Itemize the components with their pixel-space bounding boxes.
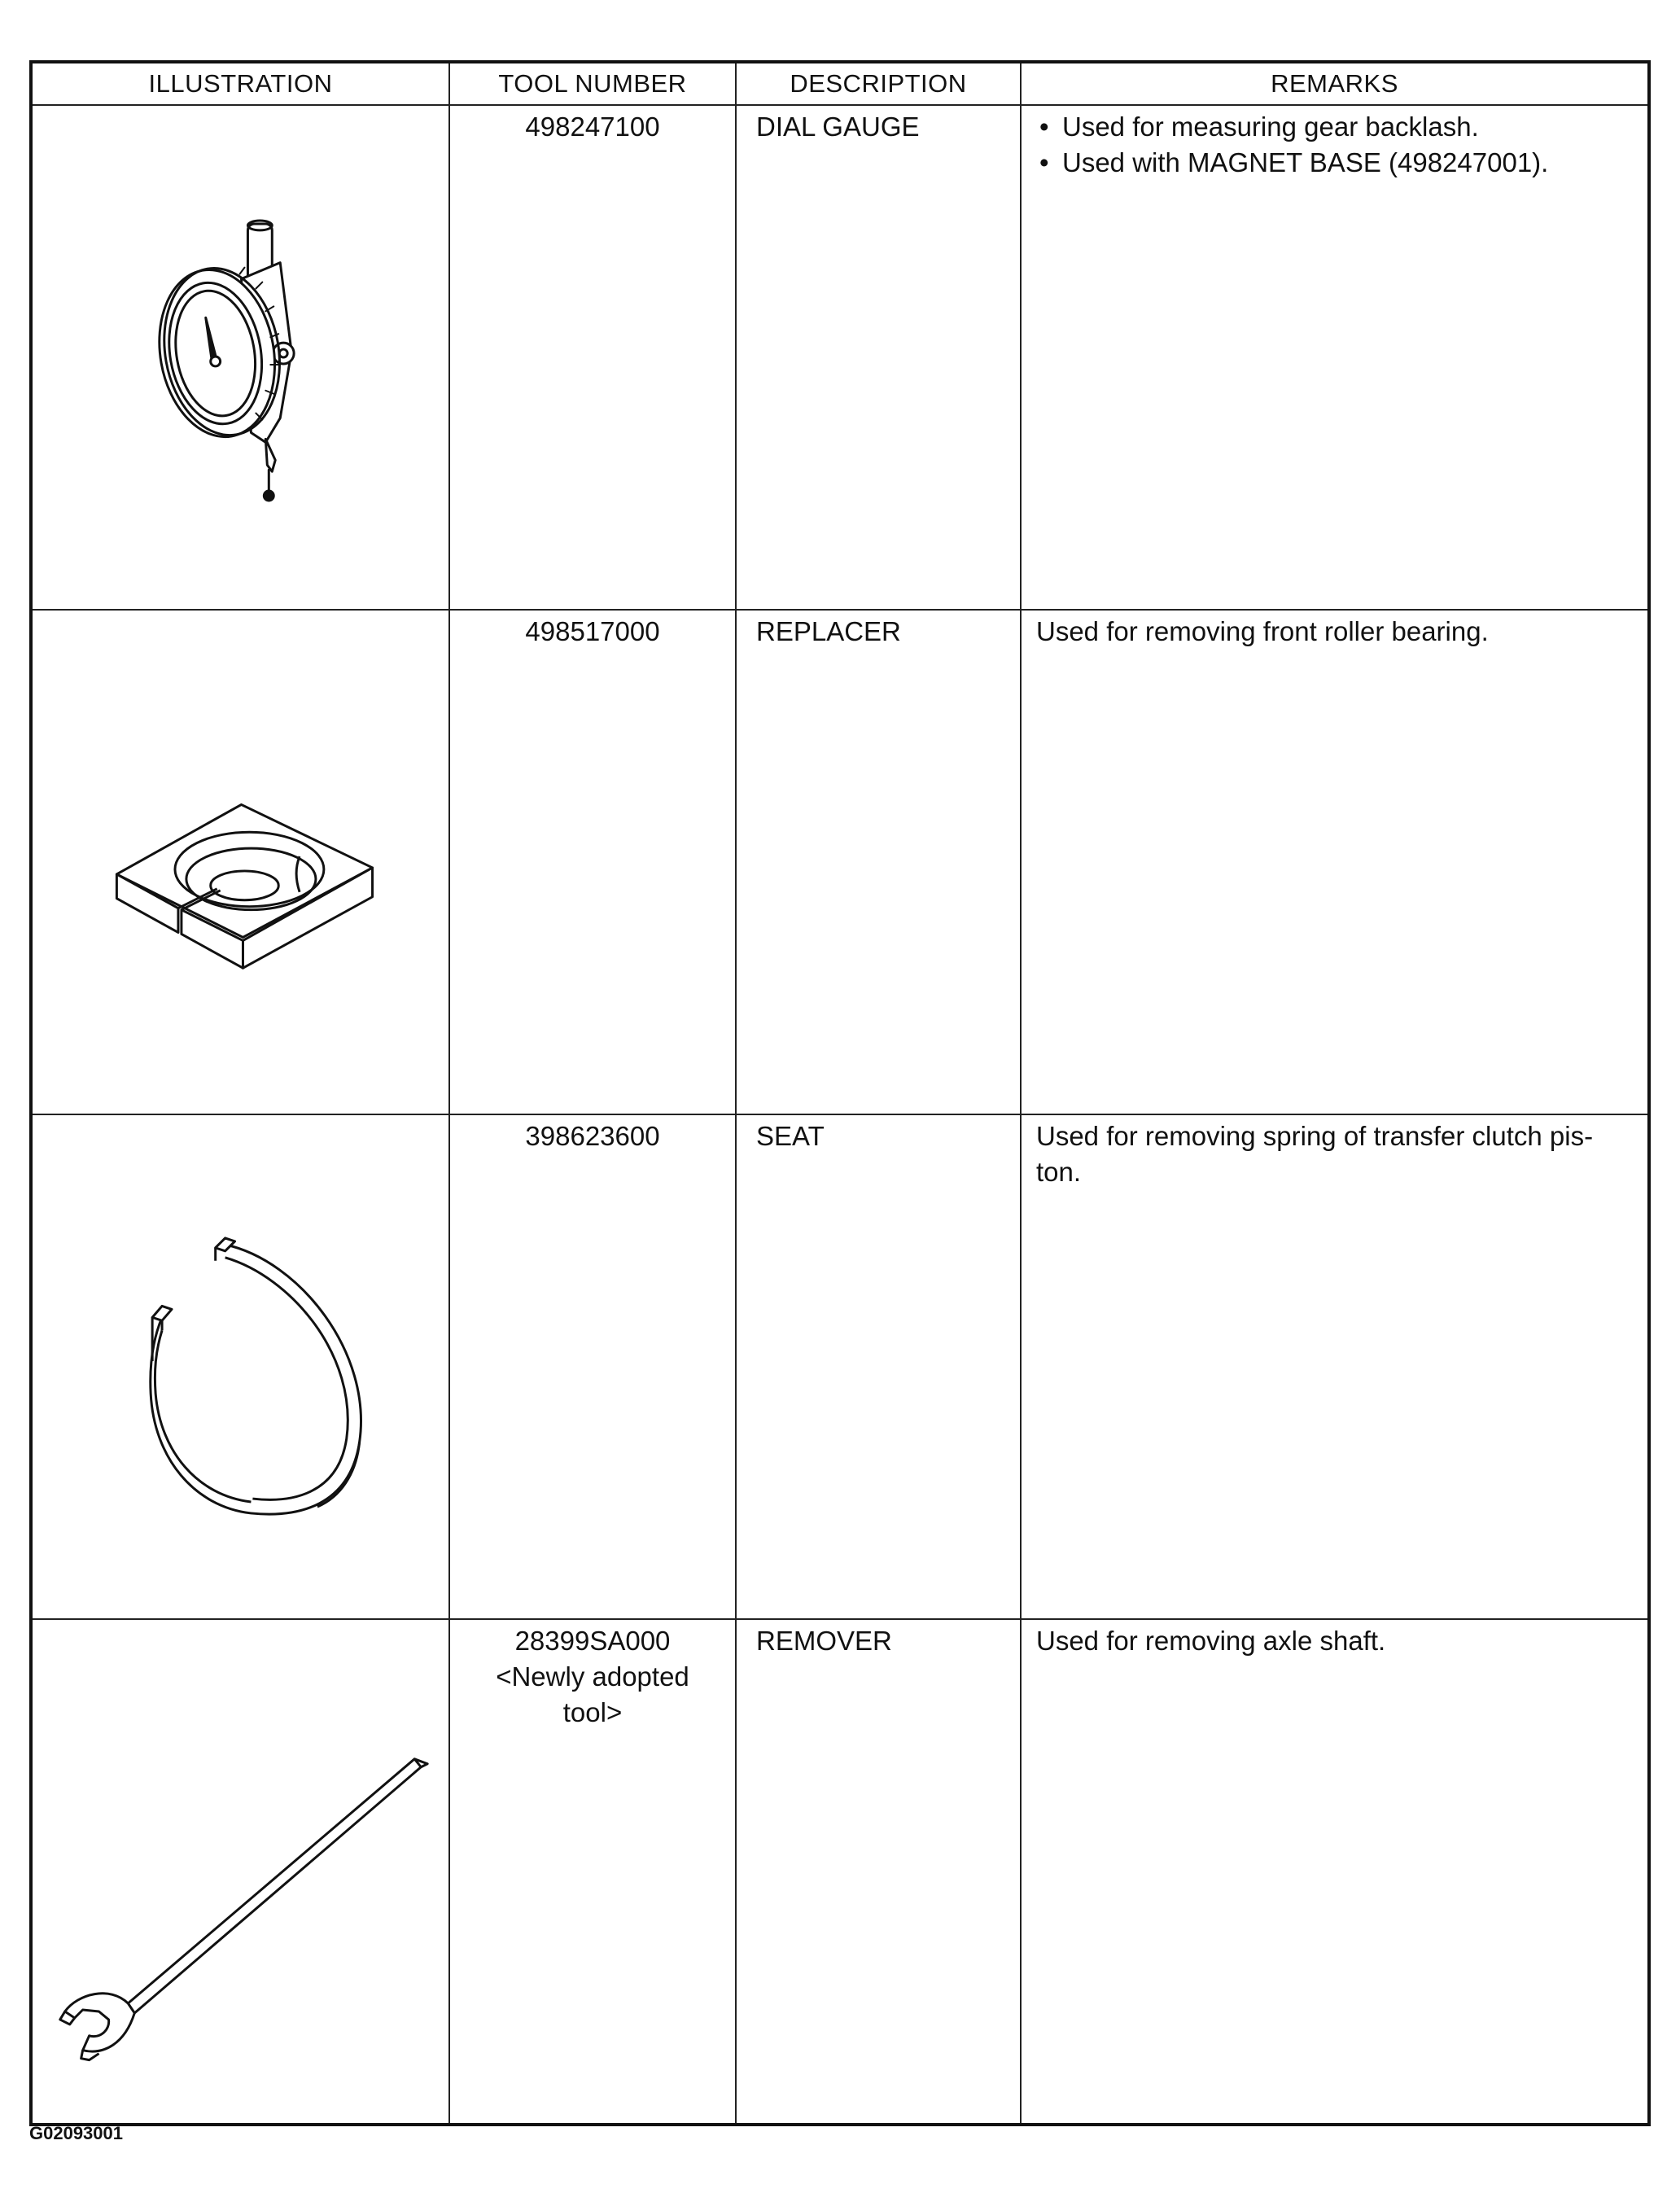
tool-number-cell (449, 105, 736, 610)
tool-number: 498247100 (525, 112, 660, 142)
tool-number-cell (449, 610, 736, 1114)
tool-note: tool> (562, 1697, 623, 1727)
remover-wrench-icon (33, 1620, 448, 2123)
remarks-cell: Used for removing front roller bearing. (1021, 610, 1649, 1114)
illustration-cell (31, 610, 449, 1114)
header-tool-number: TOOL NUMBER (449, 62, 736, 105)
table-row (31, 105, 1649, 610)
remarks-bullet: • Used with MAGNET BASE (498247001). (1036, 145, 1631, 181)
remarks-cell: Used for removing axle shaft. (1021, 1619, 1649, 2125)
remarks-cell: Used for removing spring of transfer clutch pis-ton. (1021, 1114, 1649, 1619)
description-cell: SEAT (736, 1114, 1021, 1619)
header-illustration: ILLUSTRATION (31, 62, 449, 105)
dial-gauge-icon (33, 106, 448, 609)
tool-note: <Newly adopted (496, 1661, 689, 1692)
illustration-cell (31, 1114, 449, 1619)
table-row (31, 1619, 1649, 2125)
header-remarks: REMARKS (1021, 62, 1649, 105)
tool-number-cell (449, 1114, 736, 1619)
illustration-cell (31, 1619, 449, 2125)
table-row (31, 610, 1649, 1114)
tool-number: 28399SA000 (514, 1626, 671, 1656)
remarks-bullet: • Used for measuring gear backlash. (1036, 109, 1631, 145)
description-cell: REMOVER (736, 1619, 1021, 2125)
tool-number: 498517000 (525, 616, 660, 646)
special-tools-table (29, 60, 1651, 2126)
tool-number: 398623600 (525, 1121, 660, 1151)
table-row (31, 1114, 1649, 1619)
description-cell: DIAL GAUGE (736, 105, 1021, 610)
figure-id: G02093001 (29, 2123, 123, 2143)
tool-number-cell (449, 1619, 736, 2125)
seat-ring-icon (33, 1115, 448, 1618)
remarks-cell (1021, 105, 1649, 610)
table-header-row (31, 62, 1649, 105)
description-cell: REPLACER (736, 610, 1021, 1114)
remarks-list (1036, 109, 1631, 181)
replacer-icon (33, 611, 448, 1114)
header-description: DESCRIPTION (736, 62, 1021, 105)
illustration-cell (31, 105, 449, 610)
